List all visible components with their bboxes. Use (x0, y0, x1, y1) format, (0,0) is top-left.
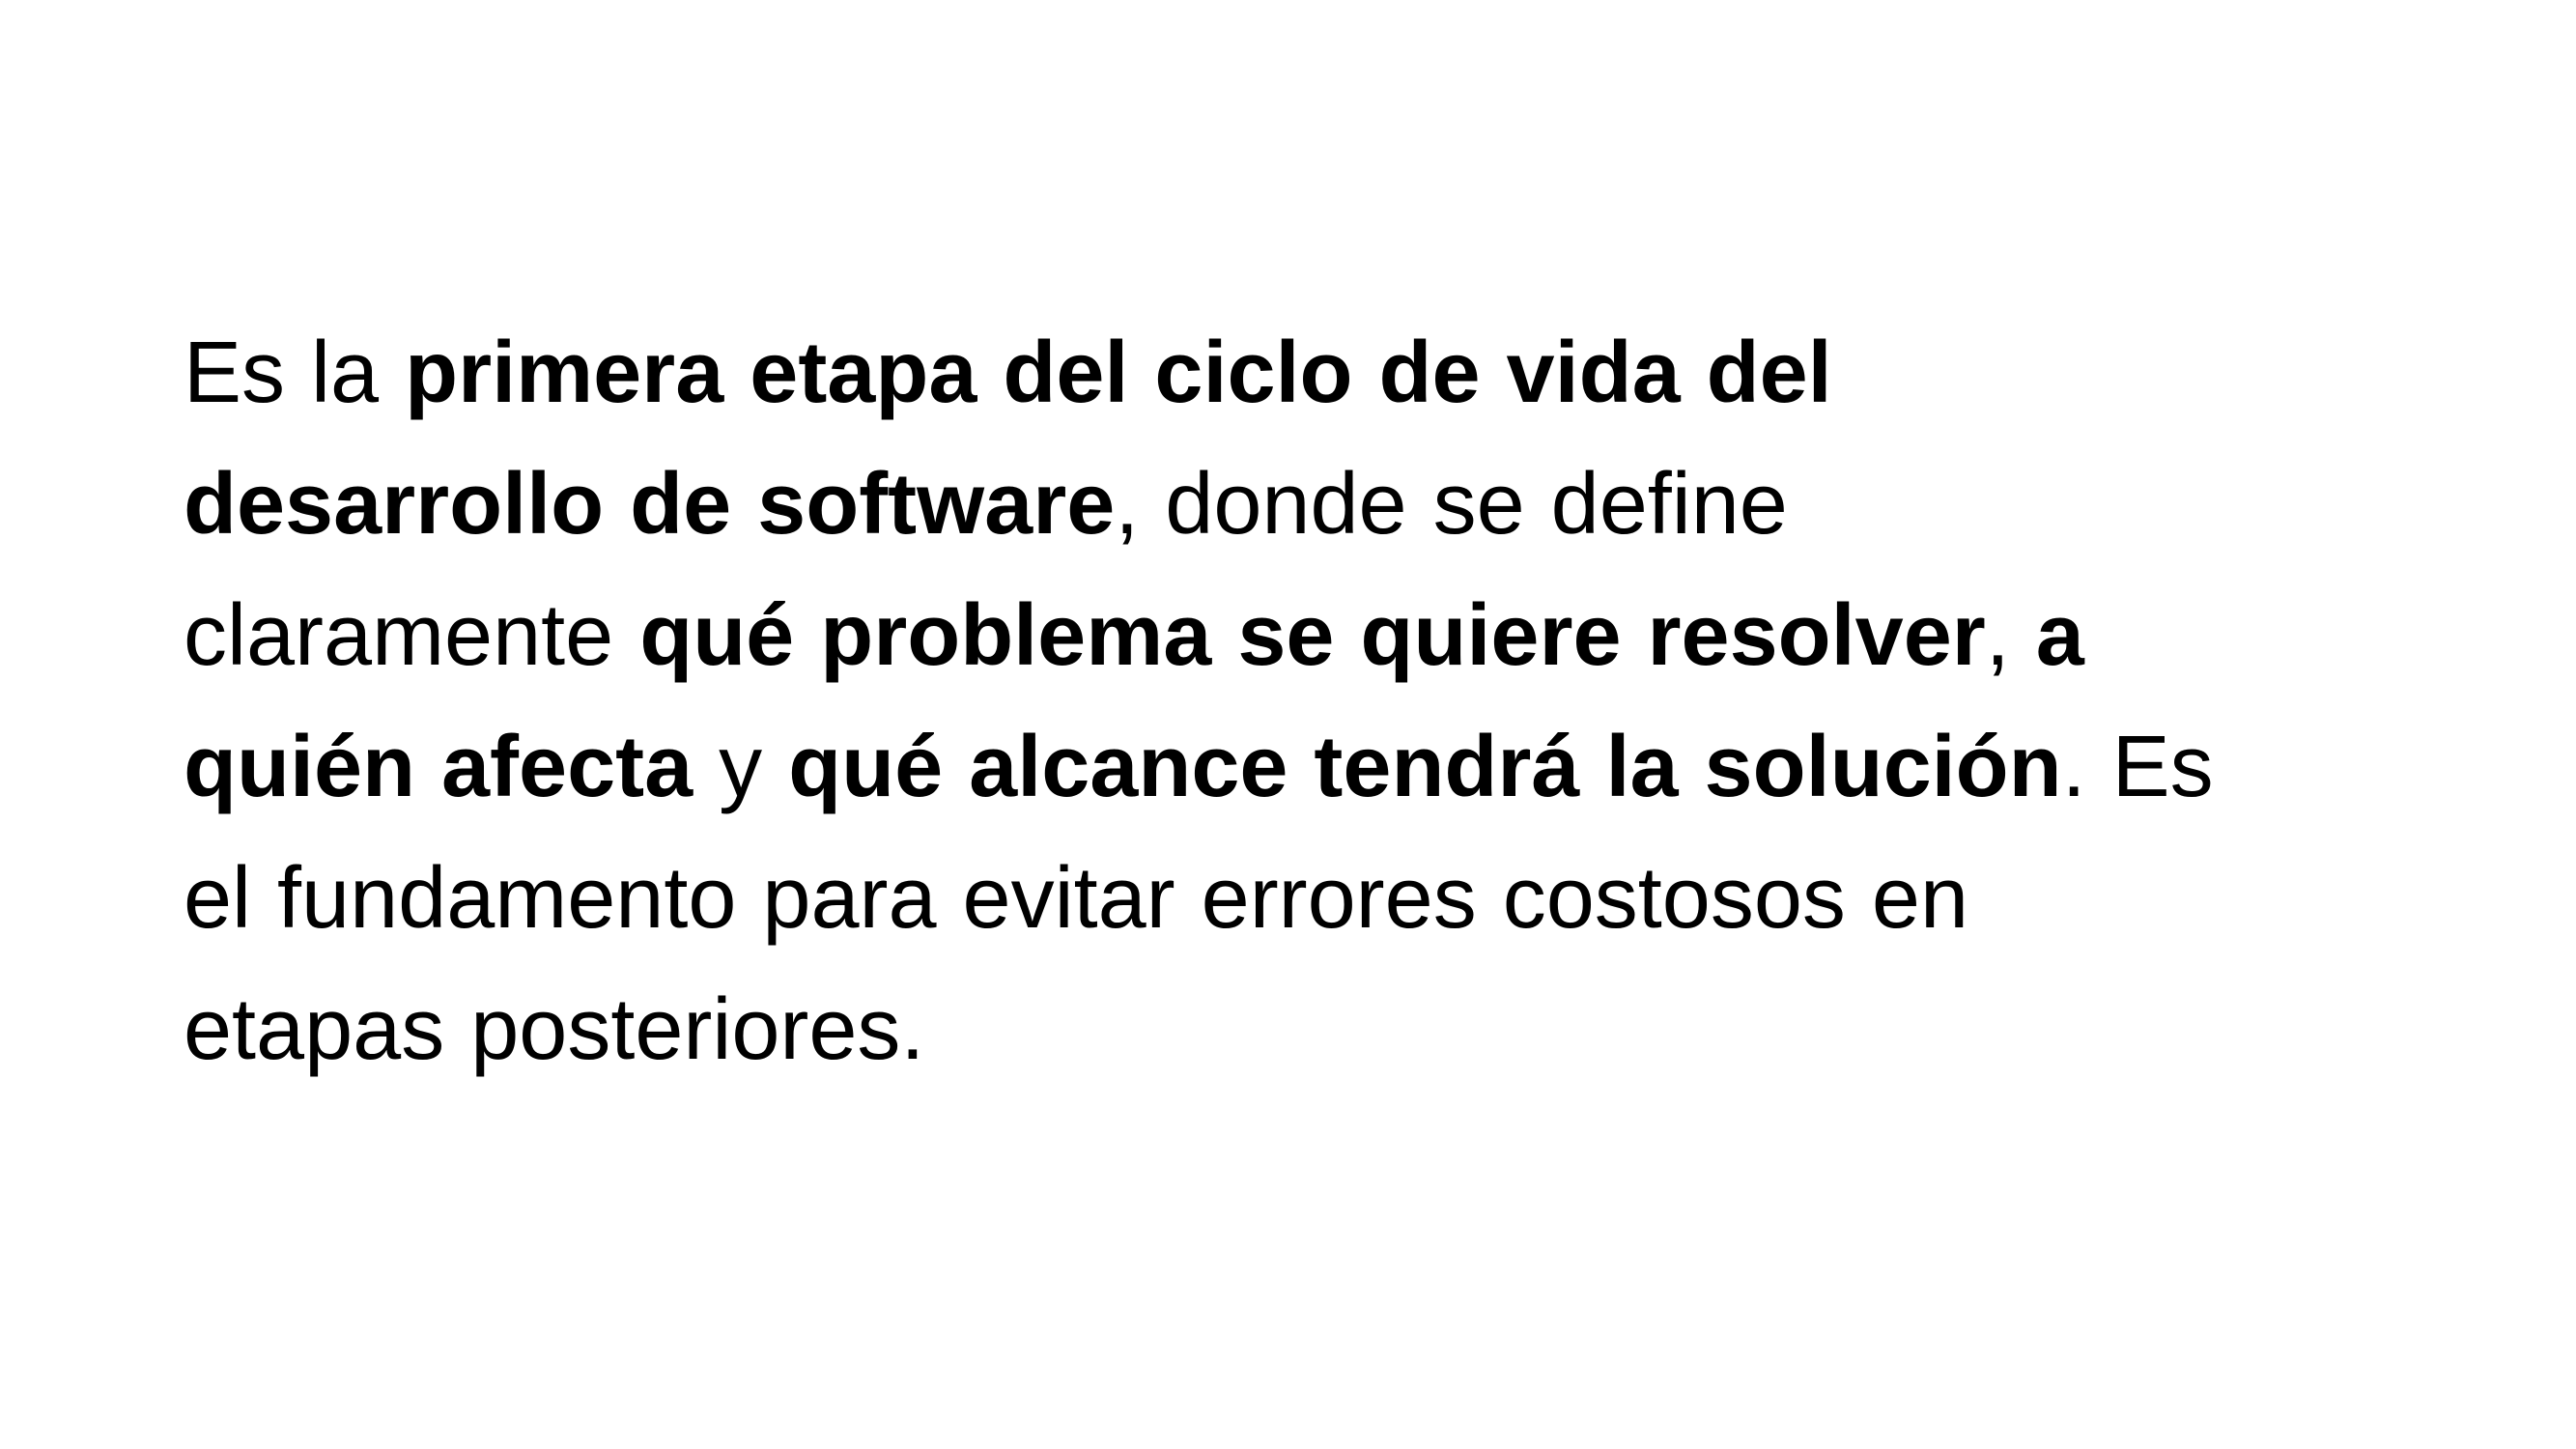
text-run-bold: qué problema se quiere resolver (639, 587, 1986, 684)
text-run-bold: desarrollo de software (184, 456, 1116, 553)
paragraph-line-5 (184, 833, 2424, 964)
body-paragraph (184, 307, 2424, 1095)
paragraph-line-6 (184, 964, 2424, 1095)
text-run: . Es (2061, 719, 2214, 815)
text-run-bold: primera etapa del ciclo de vida del (405, 325, 1832, 421)
text-run-bold: qué alcance tendrá la solución (788, 719, 2062, 815)
paragraph-line-3 (184, 570, 2424, 701)
paragraph-line-2 (184, 439, 2424, 570)
text-run: el fundamento para evitar errores costosos en (184, 850, 1968, 947)
text-run: claramente (184, 587, 640, 684)
text-run-bold: a (2035, 587, 2084, 684)
paragraph-line-1 (184, 307, 2424, 439)
text-run-bold: quién afecta (184, 719, 694, 815)
text-run: , (1985, 587, 2036, 684)
text-run: etapas posteriores. (184, 981, 925, 1078)
paragraph-line-4 (184, 701, 2424, 833)
text-run: , donde se define (1115, 456, 1788, 553)
text-run: Es la (184, 325, 406, 421)
text-run: y (693, 719, 789, 815)
